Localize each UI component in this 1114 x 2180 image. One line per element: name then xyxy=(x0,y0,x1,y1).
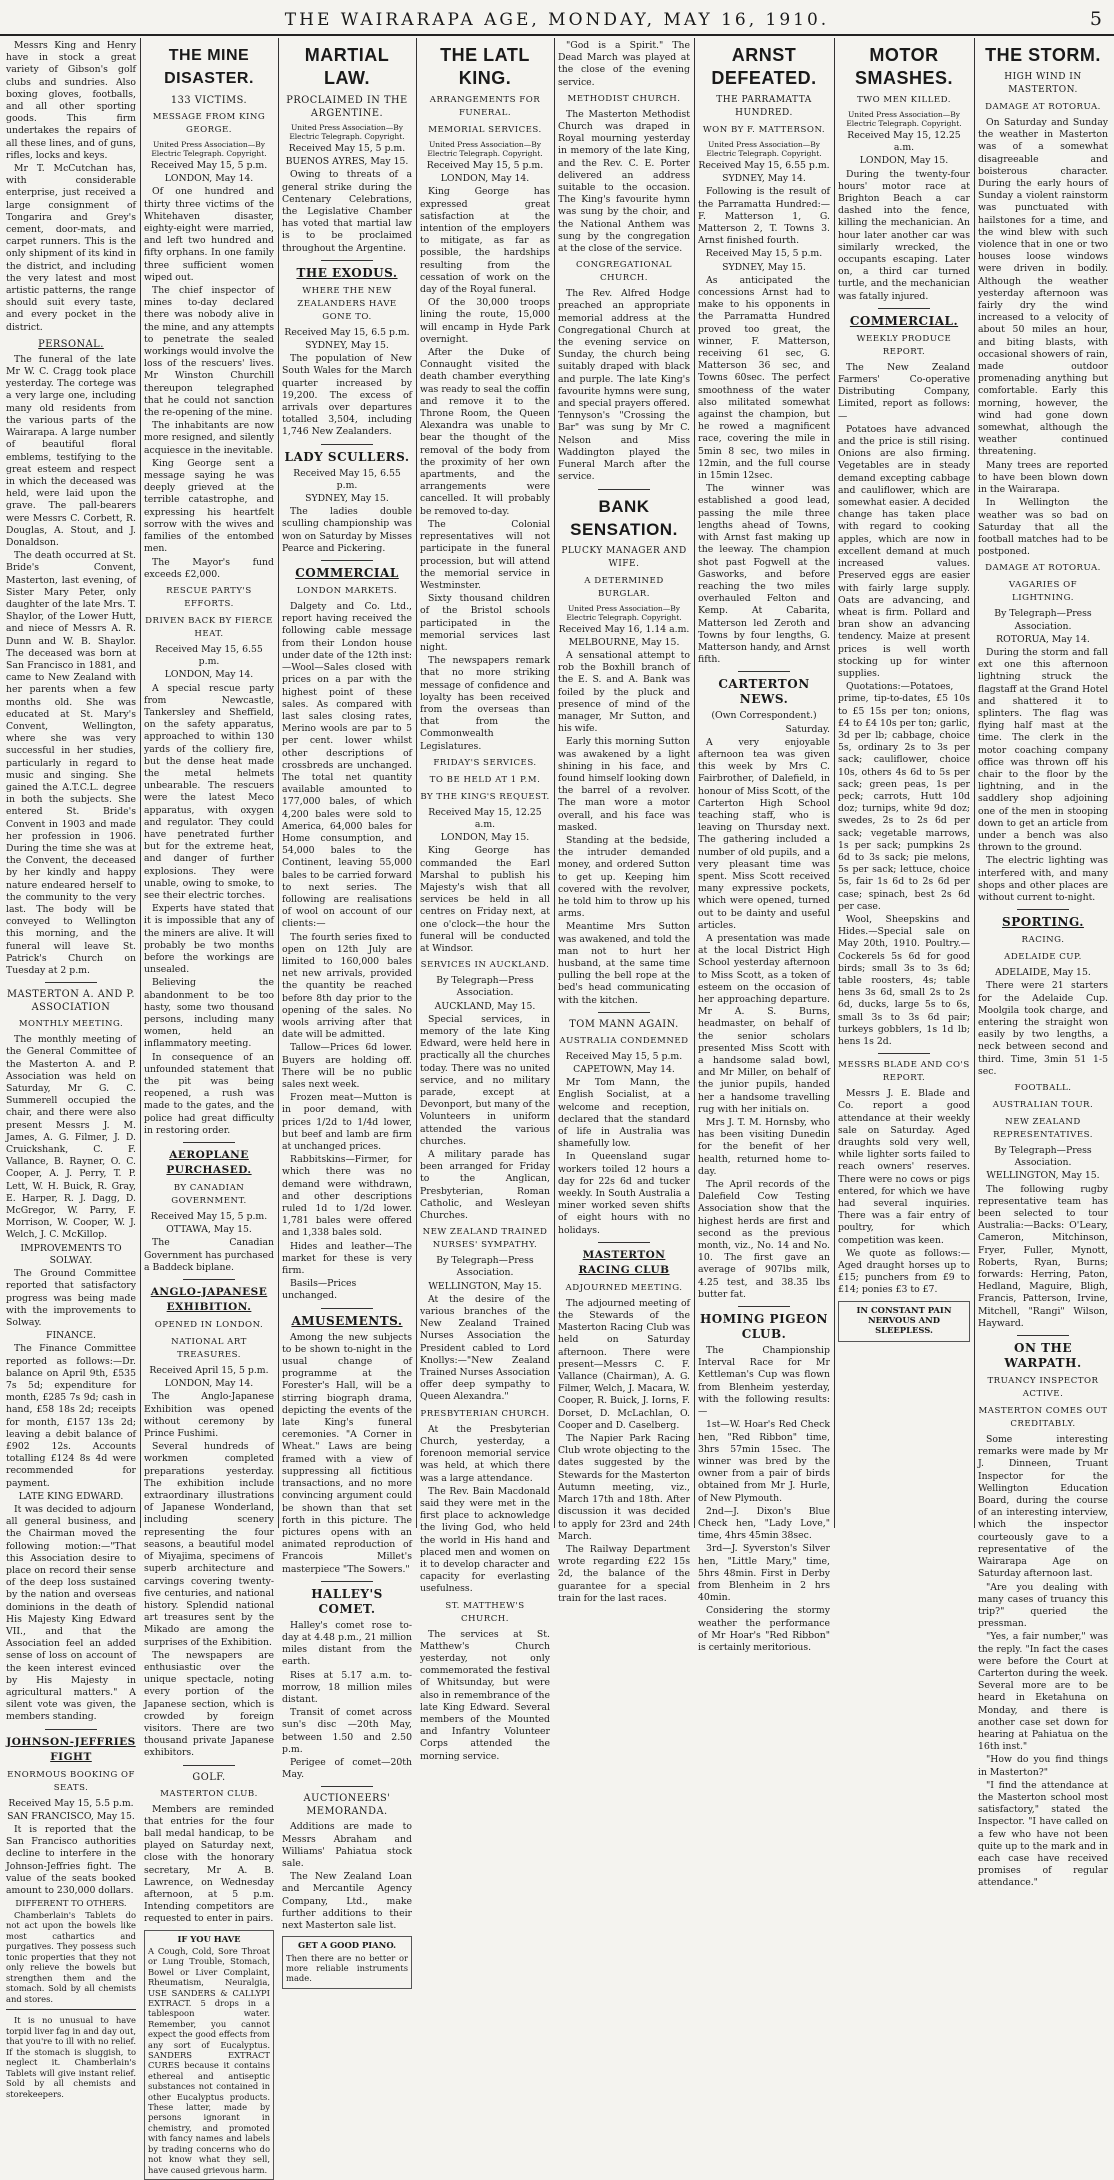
article-subheading: VAGARIES OF LIGHTNING. xyxy=(1008,580,1078,604)
byline: United Press Association—By Electric Telegraph. Copyright. xyxy=(427,140,543,158)
paragraph: A presentation was made at the local District High School yesterday afternoon to Miss Scott, as a token of esteem on the occasion of her approaching departure. Mr A. S. Burns, headmaster, on behalf of the senior scholars presented Miss Scott with a handsome salad bowl, and Mr Miller, on behalf of the junior pupils, handed her a handsome travelling rug with her initials on. xyxy=(698,932,830,1115)
article-subheading: NEW ZEALAND TRAINED NURSES' SYMPATHY. xyxy=(422,1227,548,1251)
subheading: DIFFERENT TO OTHERS. xyxy=(15,1898,127,1909)
paragraph: There were 21 starters for the Adelaide Cup. Moolgila took charge, and entering the straight won easily by two lengths, a neck between second and third. Time, 3min 51 1-5 sec. xyxy=(978,980,1108,1077)
paragraph: The Railway Department wrote regarding £22 15s 2d, the balance of the guarantee for a special train for the last races. xyxy=(558,1543,690,1604)
dateline: LONDON, May 15. xyxy=(859,155,949,167)
dateline: LONDON, May 14. xyxy=(164,669,254,681)
subheading: LATE KING EDWARD. xyxy=(18,1490,124,1502)
separator xyxy=(738,671,791,672)
article-heading: MASTERTON RACING CLUB xyxy=(578,1248,670,1276)
paragraph: "I find the attendance at the Masterton school most satisfactory," stated the Inspector. "I have called on a few who have not been quite up to the mark and in each case have received promises of regular attendance." xyxy=(978,1779,1108,1889)
article-subheading: WON BY F. MATTERSON. xyxy=(702,125,826,135)
paragraph: The winner was established a good lead, passing the mile three lengths ahead of Towns, with Arnst fast making up the leeway. The champion shot past Fogwell at the Gasworks, and before reaching the two miles overhauled Felton and Kemp. At Cabarita, Matterson led Zeroth and Towns by four lengths, G. Matterson handy, and Arnst fifth. xyxy=(698,483,830,666)
article-subheading: MONTHLY MEETING. xyxy=(18,1019,124,1030)
dateline: Received May 15, 5 p.m. xyxy=(565,1050,683,1062)
paragraph: Messrs J. E. Blade and Co. report a good attendance at their weekly sale on Saturday. Aged draughts sold very well, while lighter sorts failed to reach owners' reserves. There were no cows or pigs entered, for which we have had several inquiries. There was a fair entry of poultry, for which competition was keen. xyxy=(838,1088,970,1246)
masthead xyxy=(0,0,1114,36)
paragraph: Early this morning Sutton was awakened by a light shining in his face, and found himself looking down the barrel of a revolver. The man wore a motor overall, and his face was masked. xyxy=(558,736,690,833)
dateline: Received May 15, 5 p.m. xyxy=(288,143,406,154)
paragraph: Tallow—Prices 6d lower. Buyers are holding off. There will be no public sales next week. xyxy=(282,1042,412,1090)
paragraph: Messrs King and Henry have in stock a great variety of Gibson's golf clubs and sundries. Also boxing gloves, footballs, and all other sporting goods. This firm undertakes the repairs of all these lines, and of guns, rifles, locks and keys. xyxy=(6,40,136,161)
paragraph: Basils—Prices unchanged. xyxy=(282,1278,357,1302)
dateline: SYDNEY, May 14. xyxy=(722,173,806,185)
byline: (Own Correspondent.) xyxy=(711,710,817,722)
byline: By Telegraph—Press Association. xyxy=(436,1255,534,1279)
paragraph: The Rev. Bain Macdonald said they were met in the first place to acknowledge the living God, who held the world in His hand and placed men and women on it to develop character and capacity for everlasting usefulness. xyxy=(420,1485,550,1595)
paragraph: It is reported that the San Francisco authorities decline to interfere in the Johnson-Jeffries fight. The value of the seats booked amount to 230,000 dollars. xyxy=(6,1824,136,1897)
advertisement xyxy=(282,1936,412,1989)
paragraph: Additions are made to Messrs Abraham and Williams' Pahiatua stock sale. xyxy=(282,1821,412,1869)
byline: By Telegraph—Press Association. xyxy=(994,608,1092,632)
separator xyxy=(183,1279,235,1280)
separator xyxy=(321,560,373,561)
paragraph: The Ground Committee reported that satisfactory progress was being made with the improvements to Solway. xyxy=(6,1268,136,1328)
paragraph: Members are reminded that entries for the four ball medal handicap, to be played on Saturday next, close with the honorary secretary, Mr A. B. Lawrence, on Wednesday afternoon, at 5 p.m. Intending competitors are requested to enter in pairs. xyxy=(144,1803,274,1925)
paragraph: The monthly meeting of the General Committee of the Masterton A. and P. Association was held on Saturday, Mr G. C. Summerell occupied the chair, and there were also present Messrs J. M. James, A. G. Filmer, J. D. Cruickshank, C. F. Vallance, B. Rayner, O. C. Cooper, A. J. Perry, T. P. Lett, W. H. Buick, R. Gray, E. Harper, R. J. Dagg, D. McGregor, W. Parry, F. Morrison, W. Cooper, W. J. Welch, J. C. McKillop. xyxy=(6,1034,136,1241)
article-heading: COMMERCIAL xyxy=(295,566,399,581)
advert-heading: IF YOU HAVE xyxy=(177,1933,241,1944)
article-subheading: ARRANGEMENTS FOR FUNERAL. xyxy=(429,95,541,118)
paragraph: Of one hundred and thirty three victims of the Whitehaven disaster, eighty-eight were married, and left two hundred and fifty orphans. In one family three sufficient women wiped out. xyxy=(144,186,274,283)
article-subheading: BY THE KING'S REQUEST. xyxy=(420,791,550,802)
paragraph: Many trees are reported to have been blown down in the Wairarapa. xyxy=(978,459,1108,496)
article-subheading: FRIDAY'S SERVICES. xyxy=(433,757,537,768)
paragraph: The chief inspector of mines to-day declared there was nobody alive in the mine, and any attempts to penetrate the sealed workings would involve the loss of the rescuers' lives. Mr Winston Churchill thereupon telegraphed that he could not sanction the re-opening of the mine. xyxy=(144,285,274,419)
paragraph: The inhabitants are now more resigned, and silently acquiesce in the inevitable. xyxy=(144,420,274,456)
paragraph: We quote as follows:—Aged draught horses up to £15; punchers from £9 to £14; ponies £3 to £7. xyxy=(838,1247,970,1296)
paragraph: The New Zealand Loan and Mercantile Agency Company, Ltd., make further additions to their next Masterton sale list. xyxy=(282,1871,412,1931)
article-subheading: LONDON MARKETS. xyxy=(296,586,398,597)
article-subheading: TRUANCY INSPECTOR ACTIVE. xyxy=(987,1376,1099,1400)
dateline: Received May 15, 6.55 p.m. xyxy=(698,160,830,171)
separator xyxy=(321,1308,373,1309)
article-subheading: AUSTRALIAN TOUR. xyxy=(992,1100,1094,1111)
paragraph: At the Presbyterian Church, yesterday, a forenoon memorial service was held, at which there was a large attendance. xyxy=(420,1423,550,1484)
paragraph: Believing the abandonment to be too hasty, some two thousand persons, including many women, held an inflammatory meeting. xyxy=(144,977,274,1050)
paragraph: It is no unusual to have torpid liver fag in and day out, that you're to ill with no relief. If the stomach is sluggish, to neglect it. Chamberlain's Tablets will give instant relief. Sold by all chemists and storekeepers. xyxy=(6,2015,136,2099)
column-rule xyxy=(278,38,279,1528)
paragraph: At the desire of the various branches of the New Zealand Trained Nurses Association the President cabled to Lord Knollys:—"New Zealand Trained Nurses Association offer deep sympathy to Queen Alexandra." xyxy=(420,1293,550,1403)
article-subheading: FOOTBALL. xyxy=(1014,1083,1072,1094)
separator xyxy=(878,308,931,309)
dateline: Received May 16, 1.14 a.m. xyxy=(558,623,690,635)
paragraph: During the storm and fall ext one this afternoon lightning struck the flagstaff at the Grand Hotel and shattered it to splinters. The flag was flying half mast at the time. The clerk in the motor coaching company office was thrown off his chair to the floor by the lightning, and in the saddlery shop adjoining one of the men in stooping down to get an article from under a bench was also thrown to the ground. xyxy=(978,646,1108,854)
paragraph: Special services, in memory of the late King Edward, were held here in practically all the churches today. There was no united service, and no military parade, except at Devonport, but many of the Volunteers in uniform attended the various churches. xyxy=(420,1013,550,1147)
column-7 xyxy=(838,40,970,1530)
column-3 xyxy=(282,40,412,1984)
paragraph: The Colonial representatives will not participate in the funeral procession, but will attend the memorial service in Westminster. xyxy=(420,518,550,591)
paragraph: Rabbitskins—Firmer, for which there was no demand were withdrawn, and other descriptions ruled 1d to 1/2d lower. 1,781 bales were offered and 1,338 bales sold. xyxy=(282,1154,412,1239)
dateline: Received May 15, 5 p.m. xyxy=(426,160,544,171)
paragraph: The New Zealand Farmers' Co-operative Distributing Company, Limited, report as follows:— xyxy=(838,361,970,422)
article-subheading: RESCUE PARTY'S EFFORTS. xyxy=(166,585,252,609)
article-subheading: PROCLAIMED IN THE ARGENTINE. xyxy=(286,95,408,119)
byline: United Press Association—By Electric Telegraph. Copyright. xyxy=(289,123,405,141)
article-subheading: MESSRS BLADE AND CO'S REPORT. xyxy=(838,1060,970,1084)
article-subheading: MESSAGE FROM KING GEORGE. xyxy=(152,112,266,135)
dateline: CAPETOWN, May 14. xyxy=(573,1064,675,1075)
article-subheading: A DETERMINED BURGLAR. xyxy=(584,575,664,599)
column-rule xyxy=(834,38,835,1528)
article-heading: AUCTIONEERS' MEMORANDA. xyxy=(303,1793,391,1818)
article-heading: BANK SENSATION. xyxy=(570,496,678,539)
paragraph: Mrs J. T. M. Hornsby, who has been visiting Dunedin for the benefit of her health, returned home to-day. xyxy=(698,1117,830,1177)
article-subheading: DAMAGE AT ROTORUA. xyxy=(985,563,1101,574)
paragraph: The Championship Interval Race for Mr Kettleman's Cup was flown from Blenheim yesterday, with the following results:— xyxy=(698,1345,830,1418)
paragraph: The Masterton Methodist Church was draped in Royal mourning yesterday in memory of the late King, and the Rev. C. E. Porter delivered an address suitable to the occasion. The King's favourite hymn was sung by the choir, and the National Anthem was sung by the congregation at the close of the service. xyxy=(558,108,690,255)
dateline: SYDNEY, May 15. xyxy=(305,340,389,352)
separator xyxy=(321,1581,373,1582)
article-heading: MARTIAL LAW. xyxy=(304,45,390,88)
article-subheading: THE PARRAMATTA HUNDRED. xyxy=(716,95,812,118)
article-heading: THE EXODUS. xyxy=(296,265,398,280)
advert-heading: IN CONSTANT PAIN NERVOUS AND SLEEPLESS. xyxy=(856,1304,952,1336)
paragraph: Chamberlain's Tablets do not act upon the bowels like most cathartics and purgatives. They possess such tonic properties that they not only relieve the bowels but strengthen them and the stomach. Sold by all chemists and stores. xyxy=(6,1909,136,2004)
separator xyxy=(6,2009,136,2010)
column-rule xyxy=(554,38,555,1528)
dateline: Received May 15, 5.5 p.m. xyxy=(8,1797,134,1809)
paragraph: The Napier Park Racing Club wrote objecting to the dates suggested by the Stewards for the Masterton Autumn meeting, viz., March 17th and 18th. After discussion it was decided to apply for 23rd and 24th March. xyxy=(558,1433,690,1542)
paragraph: Several hundreds of workmen completed preparations yesterday. The exhibition include extraordinary illustrations of Japanese Wonderland, including scenery representing the four seasons, a beautiful model of Miyajima, specimens of superb architecture and carvings covering twenty-five centuries, and national history. Splendid national art treasures sent by the Mikado are among the surprises of the Exhibition. xyxy=(144,1441,274,1648)
advert-text: A Cough, Cold, Sore Throat or Lung Trouble, Stomach, Bowel or Liver Complaint, Rheumatism, Neuralgia, USE SANDERS & CALLYPI EXTRACT. 5 drops in a tablespoon water. Remember, you cannot expect the good effects from any sort of Eucalyptus. SANDERS EXTRACT CURES because it contains ethereal and antiseptic substances not contained in other Eucalyptus products. These latter, made by persons ignorant in chemistry, and promoted with fancy names and labels by trading concerns who do not know what they sell, have caused grievous harm. xyxy=(148,1945,270,2175)
article-subheading: AUSTRALIA CONDEMNED xyxy=(559,1035,689,1046)
paragraph: A very enjoyable afternoon tea was given this week by Mrs C. Fairbrother, of Dalefield, in honour of Miss Scott, of the Carterton High School teaching staff, who is leaving on Thursday next. The gathering included a number of old pupils, and a very pleasant time was spent. Miss Scott received many expressive pockets, which were opened, turned out to be dainty and useful articles. xyxy=(698,736,830,931)
article-subheading: ADELAIDE CUP. xyxy=(1004,952,1082,963)
article-heading: GOLF. xyxy=(192,1771,226,1783)
paragraph: Sixty thousand children of the Bristol schools participated in the memorial services last night. xyxy=(420,593,550,653)
paragraph: In consequence of an unfounded statement that the pit was being reopened, a rush was made to the gates, and the police had great difficulty in restoring order. xyxy=(144,1051,274,1136)
paragraph: King George has commanded the Earl Marshal to publish his Majesty's wish that all services be held in all centres on Friday next, at one o'clock—the hour the funeral will be conducted at Windsor. xyxy=(420,845,550,954)
column-4 xyxy=(420,40,550,1762)
article-subheading: METHODIST CHURCH. xyxy=(567,93,681,104)
paragraph: Experts have stated that it is impossible that any of the miners are alive. It will probably be two months before the workings are unsealed. xyxy=(144,903,274,976)
article-heading: CARTERTON NEWS. xyxy=(718,677,810,707)
article-heading: COMMERCIAL. xyxy=(849,313,959,328)
separator xyxy=(598,1012,651,1013)
article-subheading: 133 VICTIMS. xyxy=(170,95,248,106)
subheading: FINANCE. xyxy=(46,1330,96,1342)
article-subheading: WEEKLY PRODUCE REPORT. xyxy=(856,333,952,357)
article-subheading: DAMAGE AT ROTORUA. xyxy=(985,102,1101,112)
separator xyxy=(878,1053,931,1054)
separator xyxy=(183,1765,235,1766)
paragraph: Perigee of comet—20th May. xyxy=(282,1756,412,1781)
paragraph: Mr T. McCutchan has, with considerable enterprise, just received a large consignment of Tongarira and Grey's cement, door-mats, and carpet runners. This is the only shipment of its kind in the district, and including the very latest and most artistic patterns, the range should suit every taste, and every pocket in the district. xyxy=(6,163,136,333)
article-heading: LADY SCULLERS. xyxy=(284,449,410,464)
paragraph: The Mayor's fund exceeds £2,000. xyxy=(144,556,274,580)
paragraph: Quotations:—Potatoes, prime, tip-to-dates, £5 10s to £5 15s per ton; onions, £4 to £4 10s per ton; garlic, 3d per lb; cabbage, choice 5s, ordinary 2s to 3s per sack; cauliflower, choice 10s, others 4s 6d to 5s per sack; green peas, 1s per peck; carrots, Hutt 10d doz; turnips, white 9d doz; swedes, 2s to 2s 6d per sack; vegetable marrows, 1s per sack; pumpkins 2s 6d to 3s sack; pie melons, 5s per sack; lettuce, choice 5s, fair 1s 6d to 2s 6d per case; spinach, best 2s 6d per case. xyxy=(838,681,970,912)
dateline: LONDON, May 14. xyxy=(164,173,254,185)
paragraph: Meantime Mrs Sutton was awakened, and told the man not to hurt her husband, at the same time pulling the bell rope at the bed's head communicating with the kitchen. xyxy=(558,921,690,1006)
dateline: SYDNEY, May 15. xyxy=(722,261,806,273)
paragraph: "Are you dealing with many cases of truancy this trip?" queried the pressman. xyxy=(978,1581,1108,1630)
paragraph: A special rescue party from Newcastle, Tankersley and Sheffield, on the safety apparatus, approached to within 130 yards of the colliery fire, but the dense heat made the metal helmets unbearable. The rescuers were the latest Meco apparatus, with oxygen and regulator. They could have penetrated further but for the extreme heat, and danger of further explosions. They were unable, owing to smoke, to see their electric torches. xyxy=(144,682,274,901)
paragraph: The Canadian Government has purchased a Baddeck biplane. xyxy=(144,1237,274,1273)
article-heading: TOM MANN AGAIN. xyxy=(569,1018,679,1030)
dateline: OTTAWA, May 15. xyxy=(166,1224,252,1236)
article-subheading: WHERE THE NEW ZEALANDERS HAVE GONE TO. xyxy=(297,285,397,322)
paragraph: The Anglo-Japanese Exhibition was opened without ceremony by Prince Fushimi. xyxy=(144,1391,274,1440)
paragraph: Hides and leather—The market for these is very firm. xyxy=(282,1240,412,1277)
paragraph: Dalgety and Co. Ltd., report having received the following cable message from their London house under date of the 12th inst:—Wool—Sales closed with prices on a par with the highest point of these sales. As compared with last sales closing rates, Merino wools are par to 5 per cent. lower whilst other descriptions of crossbreds are unchanged. The total net quantity available amounted to 177,000 bales, of which 4,200 bales were sold to America, 64,000 bales for Home consumption, and 54,000 bales to the Continent, leaving 55,000 bales to be carried forward to next series. The following are realisations of wool on account of our clients:— xyxy=(282,601,412,930)
article-heading: THE LATL KING. xyxy=(440,45,530,88)
article-subheading: TWO MEN KILLED. xyxy=(857,95,951,105)
dateline: BUENOS AYRES, May 15. xyxy=(285,156,409,168)
paragraph: The following rugby representative team has been selected to tour Australia:—Backs: O'Leary, Cameron, Mitchinson, Fryer, Fuller, Mynott, Roberts, Ryan, Burns; forwards: Herring, Paton, Hedland, Maguire, Bligh, Francis, Patterson, Irvine, Mitchell, "Rangi" Wilson, Hayward. xyxy=(978,1183,1108,1329)
separator xyxy=(45,982,97,983)
column-2 xyxy=(144,40,274,2175)
paragraph: It was decided to adjourn all general business, and the Chairman moved the following motion:—"That this Association desire to place on record their sense of the deep loss sustained by the nation and overseas dominions in the death of His Majesty King Edward VII., and that the Association feel an added sense of loss on account of the keen interest evinced by His Majesty in agricultural matters." A silent vote was given, the members standing. xyxy=(6,1503,136,1723)
masthead-title: THE WAIRARAPA AGE, MONDAY, MAY 16, 1910. xyxy=(284,10,830,30)
dateline: Saturday. xyxy=(785,723,830,735)
paragraph: "Yes, a fair number," was the reply. "In fact the cases were before the Court at Carterton during the week. Several more are to be heard in Eketahuna on Monday, and there is another case set down for hearing at Pahiatua on the 16th inst." xyxy=(978,1631,1108,1753)
paragraph: In Queensland sugar workers toiled 12 hours a day for 22s 6d and tucker weekly. In South Australia a miner worked seven shifts of eight hours with no holidays. xyxy=(558,1151,690,1236)
article-subheading: ST. MATTHEW'S CHURCH. xyxy=(445,1600,525,1624)
paragraph: Considering the stormy weather the performance of Mr Hoar's "Red Ribbon" is certainly meritorious. xyxy=(698,1605,830,1653)
article-subheading: PRESBYTERIAN CHURCH. xyxy=(420,1408,550,1419)
article-heading: THE MINE DISASTER. xyxy=(164,47,254,87)
dateline: Received May 15, 12.25 a.m. xyxy=(428,806,542,830)
paragraph: Wool, Sheepskins and Hides.—Special sale on May 20th, 1910. Poultry.—Cockerels 5s 6d for good birds; small 3s to 3s 6d; table roosters, 4s; table hens 3s 6d, small 2s to 2s 6d, ducks, large 5s to 6s, small 3s to 3s 6d pair; turkeys gobblers, 1s 1d lb; hens 1s 2d. xyxy=(838,913,970,1048)
dateline: LONDON, May 14. xyxy=(164,1378,254,1390)
article-heading: ARNST DEFEATED. xyxy=(711,45,817,88)
paragraph: Mr Tom Mann, the English Socialist, at a welcome and reception, declared that the standard of life in Australia was shamefully low. xyxy=(558,1077,690,1150)
paragraph: After the Duke of Connaught visited the death chamber everything was ready to seal the coffin and remove it to the Throne Room, the Queen Alexandra was unable to bear the thought of the removal of the body from the proximity of her own apartments, and the arrangements were cancelled. It will probably be removed to-day. xyxy=(420,347,550,517)
article-subheading: OPENED IN LONDON. xyxy=(154,1320,264,1331)
paragraph: Potatoes have advanced and the price is still rising. Onions are also firming. Vegetables are in steady demand excepting cabbage and cauliflower, which are somewhat easier. A decided change has taken place with regard to cooking apples, which are now in excellent demand at much increased values. Preserved eggs are easier with fairly large supply. Oats are advancing, and wheat is firm. Pollard and bran show an advancing tendency. Maize at present prices is well worth stocking up for winter supplies. xyxy=(838,423,970,679)
dateline: MELBOURNE, May 15. xyxy=(568,636,680,648)
paragraph: 1st—W. Hoar's Red Check hen, "Red Ribbon" time, 3hrs 57min 15sec. The winner was bred by the owner from a pair of birds obtained from Mr J. Hurle, of New Plymouth. xyxy=(698,1419,830,1504)
dateline: Received May 15, 6.55 p.m. xyxy=(155,643,263,668)
dateline: SYDNEY, May 15. xyxy=(305,493,389,505)
advert-text: Then there are no better or more reliable instruments made. xyxy=(286,1952,408,1984)
separator xyxy=(598,1242,651,1243)
article-subheading: TO BE HELD AT 1 P.M. xyxy=(429,774,541,785)
column-6 xyxy=(698,40,830,1653)
article-heading: SPORTING. xyxy=(1002,915,1084,930)
article-subheading: BY CANADIAN GOVERNMENT. xyxy=(171,1183,247,1207)
column-5 xyxy=(558,40,690,1604)
paragraph: Some interesting remarks were made by Mr J. Dinneen, Truant Inspector for the Wellington Education Board, during the course of an interesting interview, which the inspector courteously gave to a representative of the Wairarapa Age on Saturday afternoon last. xyxy=(978,1434,1108,1580)
article-heading: AEROPLANE PURCHASED. xyxy=(166,1149,252,1177)
paragraph: King George has expressed great satisfaction at the intention of the employers to mitigate, as far as possible, the hardships resulting from the cessation of work on the day of the Royal funeral. xyxy=(420,186,550,296)
byline: By Telegraph—Press Association. xyxy=(994,1145,1092,1169)
separator xyxy=(321,1786,373,1787)
dateline: Received May 15, 5 p.m. xyxy=(705,248,823,260)
column-rule xyxy=(416,38,417,1528)
dateline: LONDON, May 14. xyxy=(440,173,530,185)
article-heading: AMUSEMENTS. xyxy=(291,1313,403,1328)
paragraph: Among the new subjects to be shown to-night in the usual change of programme at the Forester's Hall, will be a stirring biograph drama, depicting the events of the late King's funeral ceremonies. "A Corner in Wheat." Laws are being framed with a view of suppressing all fictitious transactions, and no more convincing argument could be shown than that set forth in this picture. The pictures opens with an animated reproduction of Francois Millet's masterpiece "The Sowers." xyxy=(282,1331,412,1575)
paragraph: Owing to threats of a general strike during the Centenary Celebrations, the Legislative Chamber has voted that martial law is to be proclaimed throughout the Argentine. xyxy=(282,169,412,254)
article-subheading: NEW ZEALAND REPRESENTATIVES. xyxy=(993,1117,1093,1141)
article-subheading: SERVICES IN AUCKLAND. xyxy=(420,960,550,971)
article-subheading: MEMORIAL SERVICES. xyxy=(428,125,542,135)
byline: United Press Association—By Electric Telegraph. Copyright. xyxy=(706,140,822,158)
paragraph: King George sent a message saying he was deeply grieved at the terrible catastrophe, and expressing his heartfelt sorrow with the wives and families of the entombed men. xyxy=(144,457,274,555)
dateline: Received May 15, 6.5 p.m. xyxy=(284,326,410,338)
paragraph: The April records of the Dalefield Cow Testing Association show that the highest herds are first and second as the previous month, viz., No. 14 and No. 10. The first gave an average of 907lbs milk, 4.25 test, and 38.35 lbs butter fat. xyxy=(698,1179,830,1300)
paragraph: The funeral of the late Mr W. C. Cragg took place yesterday. The cortege was a very large one, including many old residents from the various parts of the Wairarapa. A large number of beautiful floral emblems, testifying to the great esteem and respect in which the deceased was held, were laid upon the grave. The pall-bearers were Messrs C. Corbett, R. Douglas, A. Stout, and J. Donaldson. xyxy=(6,353,136,548)
article-subheading: MASTERTON COMES OUT CREDITABLY. xyxy=(978,1406,1108,1430)
column-8 xyxy=(978,40,1108,1889)
article-heading: JOHNSON-JEFFRIES FIGHT xyxy=(6,1735,136,1763)
dateline: SAN FRANCISCO, May 15. xyxy=(7,1810,135,1822)
separator xyxy=(321,444,373,445)
article-subheading: PLUCKY MANAGER AND WIFE. xyxy=(561,545,687,569)
advert-heading: GET A GOOD PIANO. xyxy=(297,1940,397,1951)
paragraph: A sensational attempt to rob the Boxhill branch of the E. S. and A. Bank was foiled by the pluck and presence of mind of the manager, Mr Sutton, and his wife. xyxy=(558,649,690,735)
separator xyxy=(183,1142,235,1143)
dateline: Received May 15, 6.55 p.m. xyxy=(293,467,401,491)
article-subheading: ADJOURNED MEETING. xyxy=(565,1282,683,1293)
article-subheading: MASTERTON CLUB. xyxy=(160,1788,258,1799)
dateline: ROTORUA, May 14. xyxy=(996,633,1090,645)
column-1 xyxy=(6,40,136,2099)
separator xyxy=(598,489,651,490)
dateline: WELLINGTON, May 15. xyxy=(986,1170,1100,1182)
advertisement xyxy=(838,1301,970,1342)
article-heading: THE STORM. xyxy=(985,45,1101,65)
separator xyxy=(738,1306,791,1307)
page-number: 5 xyxy=(1089,8,1102,30)
advertisement xyxy=(144,1930,274,2180)
paragraph: The death occurred at St. Bride's Convent, Masterton, last evening, of Sister Mary Peter, only daughter of the late Mrs. T. Shaylor, of the Lower Hutt, and niece of Messrs A. R. Dunn and W. B. Shaylor. The deceased was born at San Francisco in 1881, and came to New Zealand with her parents when a few months old. She was educated at St. Mary's Convent, Wellington, where she was very successful in her studies, particularly in regard to music and singing. She gained the A.T.C.L. degree in both the subjects. She entered St. Bride's Convent in 1903 and made her profession in 1906. During the time she was at the Convent, the deceased by her kindly and happy nature endeared herself to the community to the very last. The body will be conveyed to Wellington this morning, and the funeral will leave St. Patrick's Church on Tuesday at 2 p.m. xyxy=(6,550,136,977)
byline: By Telegraph—Press Association. xyxy=(436,975,534,999)
article-heading: ANGLO-JAPANESE EXHIBITION. xyxy=(150,1286,268,1314)
dateline: LONDON, May 15. xyxy=(440,832,530,844)
paragraph: "God is a Spirit." The Dead March was played at the close of the evening service. xyxy=(558,40,690,88)
separator xyxy=(321,260,373,261)
paragraph: On Saturday and Sunday the weather in Masterton was of a somewhat disagreeable and boisterous character. During the early hours of Sunday a violent rainstorm was punctuated with hailstones for a time, and the wind blew with such violence that in one or two houses loose windows were driven in bodily. Although the weather yesterday afternoon was fairly dry the wind increased to a velocity of about 50 miles an hour, and biting blasts, with occasional showers of rain, made outdoor promenading anything but comfortable. Early this morning, however, the wind had gone down somewhat, although the weather continued threatening. xyxy=(978,117,1108,458)
paragraph: The newspapers remark that no more striking message of confidence and loyalty has been received from the overseas than that from the Commonwealth Legislatures. xyxy=(420,655,550,752)
paragraph: Of the 30,000 troops lining the route, 15,000 will encamp in Hyde Park overnight. xyxy=(420,297,550,345)
dateline: Received April 15, 5 p.m. xyxy=(149,1365,269,1377)
paragraph: The ladies double sculling championship was won on Saturday by Misses Pearce and Pickering. xyxy=(282,506,412,554)
paragraph: "How do you find things in Masterton?" xyxy=(978,1754,1108,1778)
paragraph: The population of New South Wales for the March quarter increased by 19,200. The excess of arrivals over departures totalled 3,504, including 1,746 New Zealanders. xyxy=(282,353,412,438)
dateline: Received May 15, 5 p.m. xyxy=(150,160,268,171)
byline: United Press Association—By Electric Telegraph. Copyright. xyxy=(846,110,962,128)
dateline: WELLINGTON, May 15. xyxy=(428,1280,542,1292)
article-heading: MOTOR SMASHES. xyxy=(854,45,954,88)
article-subheading: CONGREGATIONAL CHURCH. xyxy=(576,260,672,284)
paragraph: The fourth series fixed to open on 12th July are limited to 160,000 bales net new arrivals, provided the quantity be reached before 8th day prior to the opening of the sales. No wools arriving after that date will be admitted. xyxy=(282,931,412,1041)
paragraph: A military parade has been arranged for Friday to the Anglican, Presbyterian, Roman Catholic, and Wesleyan Churches. xyxy=(420,1149,550,1222)
byline: United Press Association—By Electric Telegraph. Copyright. xyxy=(566,603,682,622)
column-rule xyxy=(140,38,141,1528)
paragraph: The Finance Committee reported as follows:—Dr. balance on April 9th, £535 7s 5d; expenditure for month, £285 7s 9d; cash in hand, £58 18s 2d; receipts for month, £157 13s 2d; leaving a debit balance of £902 12s. Accounts totalling £124 8s 4d were recommended for payment. xyxy=(6,1343,136,1489)
paragraph: 2nd—J. Dixon's Blue Check hen, "Lady Love," time, 4hrs 45min 38sec. xyxy=(698,1505,830,1542)
paragraph: The newspapers are enthusiastic over the unique spectacle, noting every portion of the Japanese section, which is crowded by foreign visitors. There are two thousand private Japanese exhibitors. xyxy=(144,1649,274,1759)
section-heading: PERSONAL. xyxy=(38,338,104,350)
separator xyxy=(1017,909,1069,910)
dateline: AUCKLAND, May 15. xyxy=(434,1000,536,1012)
separator xyxy=(45,1729,97,1730)
paragraph: Halley's comet rose to-day at 4.48 p.m., 21 million miles distant from the earth. xyxy=(282,1619,412,1668)
paragraph: Frozen meat—Mutton is in poor demand, with prices 1/2d to 1/4d lower, but beef and lamb are firm at unchanged prices. xyxy=(282,1092,412,1153)
article-heading: MASTERTON A. AND P. ASSOCIATION xyxy=(6,989,136,1014)
article-heading: HALLEY'S COMET. xyxy=(311,1586,383,1616)
paragraph: During the twenty-four hours' motor race at Brighton Beach a car dashed into the fence, killing the mechanician. An hour later another car was similarly wrecked, the occupants escaping. Later on, a third car turned turtle, and the mechanician was fatally injured. xyxy=(838,168,970,302)
article-subheading: DRIVEN BACK BY FIERCE HEAT. xyxy=(145,615,273,639)
paragraph: The services at St. Matthew's Church yesterday, not only commemorated the festival of Whitsunday, but were also in remembrance of the late King Edward. Several members of the Mounted and Infantry Volunteer Corps attended the morning service. xyxy=(420,1628,550,1762)
paragraph: Following is the result of the Parramatta Hundred:—F. Matterson 1, G. Matterson 2, T. Towns 3. Arnst finished fourth. xyxy=(698,186,830,247)
article-subheading: RACING. xyxy=(1021,935,1065,946)
article-heading: ON THE WARPATH. xyxy=(1004,1341,1082,1371)
paragraph: Standing at the bedside, the intruder demanded money, and ordered Sutton to get up. Keeping him covered with the revolver, he told him to throw up his arms. xyxy=(558,834,690,920)
column-rule xyxy=(974,38,975,1528)
paragraph: The Rev. Alfred Hodge preached an appropriate memorial address at the Congregational Church at the evening service on Sunday, the church being suitably draped with black and purple. The late King's favourite hymns were sung, and special prayers offered. Tennyson's "Crossing the Bar" was sung by Mr C. Nelson and Miss Waddington played the Funeral March after the service. xyxy=(558,288,690,483)
article-heading: HOMING PIGEON CLUB. xyxy=(699,1312,829,1342)
paragraph: As anticipated the concessions Arnst had to make to his opponents in the Parramatta Hundred proved too great, the winner, F. Matterson, receiving 61 sec, G. Matterson 36 sec, and Towns 60sec. The perfect smoothness of the water also militated somewhat against the champion, but he rowed a magnificent race, covering the mile in 5min 8 sec, two miles in 12min, and the full course in 15min 12sec. xyxy=(698,274,830,482)
subheading: IMPROVEMENTS TO SOLWAY. xyxy=(20,1242,122,1266)
paragraph: The electric lighting was interfered with, and many shops and other places are without current to-night. xyxy=(978,855,1108,903)
paragraph: Transit of comet across sun's disc —20th May, between 1.50 and 2.50 p.m. xyxy=(282,1707,412,1755)
paragraph: 3rd—J. Syverston's Silver hen, "Little Mary," time, 5hrs 48min. First in Derby from Blenheim in 2 hrs 40min. xyxy=(698,1543,830,1604)
paragraph: In Wellington the weather was so bad on Saturday that all the football matches had to be postponed. xyxy=(978,497,1108,558)
article-subheading: NATIONAL ART TREASURES. xyxy=(171,1337,247,1361)
dateline: ADELAIDE, May 15. xyxy=(995,967,1091,979)
dateline: Received May 15, 12.25 a.m. xyxy=(847,130,961,154)
paragraph: The adjourned meeting of the Stewards of the Masterton Racing Club was held on Saturday afternoon. There were present—Messrs C. F. Vallance (Chairman), A. G. Filmer, Welch, J. Macara, W. Cooper, R. Buick, J. Iorns, F. Dorset, D. McLachlan, O. Cooper and D. Caselberg. xyxy=(558,1297,690,1431)
column-rule xyxy=(694,38,695,1528)
article-subheading: ENORMOUS BOOKING OF SEATS. xyxy=(7,1769,135,1793)
article-subheading: HIGH WIND IN MASTERTON. xyxy=(1004,72,1082,95)
separator xyxy=(1017,1335,1069,1336)
paragraph: Rises at 5.17 a.m. to-morrow, 18 million miles distant. xyxy=(282,1669,412,1705)
byline: United Press Association—By Electric Telegraph. Copyright. xyxy=(151,140,267,158)
dateline: Received May 15, 5 p.m. xyxy=(150,1211,268,1223)
